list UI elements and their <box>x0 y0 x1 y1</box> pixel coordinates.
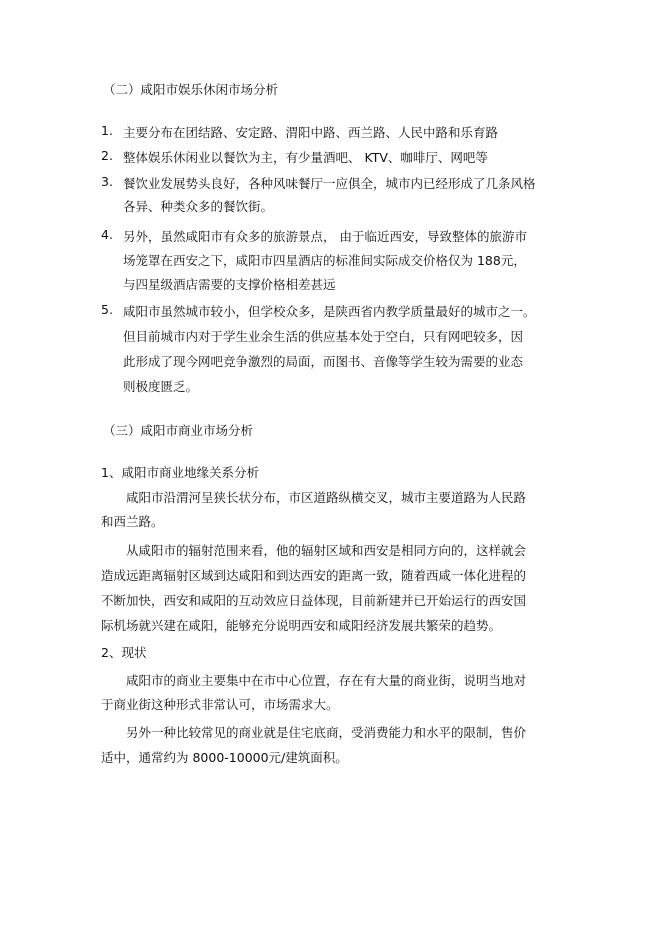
list-number: 5. <box>101 302 113 317</box>
list-text-line: 场笼罩在西安之下，咸阳市四星酒店的标准间实际成交价格仅为 188元， <box>123 253 526 268</box>
list-number: 3. <box>101 174 113 189</box>
list-text-line: 但目前城市内对于学生业余生活的供应基本处于空白，只有网吧较多，因 <box>123 329 524 344</box>
list-text-line: 餐饮业发展势头良好，各种风味餐厅一应俱全，城市内已经形成了几条风格 <box>123 176 536 191</box>
list-text-line: 咸阳市虽然城市较小，但学校众多，是陕西省内教学质量最好的城市之一。 <box>123 304 536 319</box>
paragraph-line: 和西兰路。 <box>101 514 164 529</box>
paragraph-line: 咸阳市沿渭河呈狭长状分布，市区道路纵横交叉，城市主要道路为人民路 <box>126 490 527 505</box>
paragraph-line: 不断加快，西安和咸阳的互动效应日益体现，目前新建并已开始运行的西安国 <box>101 593 527 608</box>
paragraph-line: 于商业街这种形式非常认可，市场需求大。 <box>101 697 339 712</box>
list-number: 2. <box>101 148 113 163</box>
paragraph-line: 从咸阳市的辐射范围来看，他的辐射区域和西安是相同方向的，这样就会 <box>126 543 527 558</box>
subsection-title-status: 2、现状 <box>101 645 147 660</box>
paragraph-line: 适中，通常约为 8000-10000元/建筑面积。 <box>101 750 348 765</box>
list-number: 1. <box>101 123 113 138</box>
section-heading-entertainment: （二）咸阳市娱乐休闲市场分析 <box>103 82 279 97</box>
list-number: 4. <box>101 227 113 242</box>
list-text-line: 另外，虽然咸阳市有众多的旅游景点， 由于临近西安，导致整体的旅游市 <box>123 229 527 244</box>
paragraph-line: 咸阳市的商业主要集中在市中心位置，存在有大量的商业街，说明当地对 <box>126 673 527 688</box>
subsection-title-geography: 1、咸阳市商业地缘关系分析 <box>101 465 259 480</box>
list-text-line: 则极度匮乏。 <box>123 379 199 394</box>
list-text-line: 各异、种类众多的餐饮街。 <box>123 199 274 214</box>
list-text-line: 与四星级酒店需要的支撑价格相差甚远 <box>123 277 336 292</box>
paragraph-line: 另外一种比较常见的商业就是住宅底商，受消费能力和水平的限制，售价 <box>126 725 527 740</box>
section-heading-commerce: （三）咸阳市商业市场分析 <box>103 423 254 438</box>
list-text-line: 此形成了现今网吧竞争激烈的局面，而图书、音像等学生较为需要的业态 <box>123 354 524 369</box>
list-text-line: 主要分布在团结路、安定路、渭阳中路、西兰路、人民中路和乐育路 <box>123 125 499 140</box>
paragraph-line: 际机场就兴建在咸阳，能够充分说明西安和咸阳经济发展共繁荣的趋势。 <box>101 618 502 633</box>
list-text-line: 整体娱乐休闲业以餐饮为主，有少量酒吧、 KTV、咖啡厅、网吧等 <box>123 150 488 165</box>
paragraph-line: 造成远距离辐射区域到达咸阳和到达西安的距离一致，随着西咸一体化进程的 <box>101 568 527 583</box>
